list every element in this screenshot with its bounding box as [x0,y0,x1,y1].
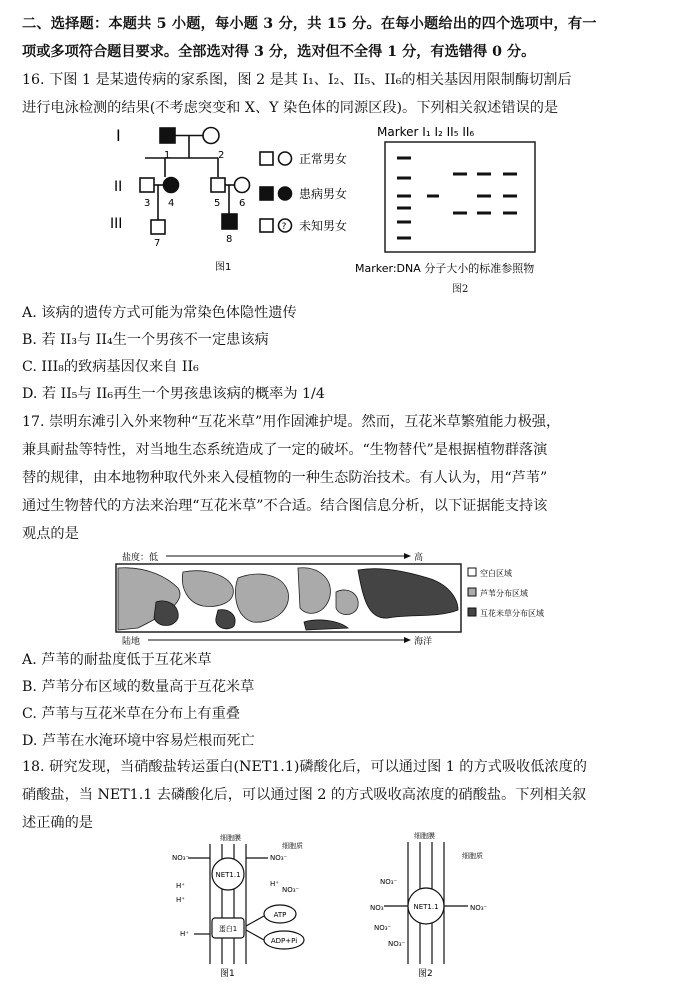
adp-label: ADP+Pi [270,937,298,945]
no3-label: NO₃⁻ [172,854,190,862]
pedigree-gen-1: I [116,126,121,145]
pedigree-gen-2: II [114,179,123,195]
no3-label: NO₃⁻ [380,878,398,886]
no3-label: NO₃⁻ [370,904,388,912]
q18-transport-figure-1 [170,830,350,980]
q16-option-d: D. 若 II₅与 II₆再生一个男孩患该病的概率为 1/4 [22,386,325,402]
q17-stem-line-4: 通过生物替代的方法来治理“互花米草”不合适。结合图信息分析，以下证据能支持该 [22,498,548,514]
pedigree-id: 4 [168,198,175,209]
q17-option-b: B. 芦苇分布区域的数量高于互花米草 [22,679,255,695]
cytoplasm-label-2: 细胞质 [462,852,483,860]
h-label: H⁺ [180,930,189,938]
membrane-label-2: 细胞膜 [414,832,435,840]
q18-stem-line-2: 硝酸盐，当 NET1.1 去磷酸化后，可以通过图 2 的方式吸收高浓度的硝酸盐。下列相关叙 [22,787,587,803]
fig2-caption: 图2 [418,969,433,979]
no3-label: NO₃⁻ [270,854,288,862]
pedigree-individual-7 [151,220,165,234]
svg-text:?: ? [281,222,287,232]
no3-label: NO₃⁻ [388,940,406,948]
atp-label: ATP [273,911,287,919]
pedigree-individual-6 [235,178,250,193]
fig1-caption: 图1 [220,969,235,979]
q16-stem-line-1: 16. 下图 1 是某遗传病的家系图，图 2 是其 I₁、I₂、II₅、II₆的相关基因用限制酶切割后 [22,72,572,88]
section-line-1: 二、选择题：本题共 5 小题，每小题 3 分，共 15 分。在每小题给出的四个选项中，有一 [22,16,597,32]
gel-note: Marker:DNA 分子大小的标准参照物 [355,262,535,275]
q18-transport-figure-2 [370,830,510,980]
q17-stem-line-2: 兼具耐盐等特性，对当地生态系统造成了一定的破坏。“生物替代”是根据植物群落演 [22,442,548,458]
gel-header: Marker I₁ I₂ II₅ II₆ [377,125,475,139]
legend-reed: 芦苇分布区域 [480,589,528,598]
pedigree-id: 7 [154,238,161,249]
pedigree-gen-3: III [110,216,123,232]
h-label: H⁺ [176,896,185,904]
pedigree-individual-2 [203,128,219,144]
membrane-label: 细胞膜 [220,834,241,842]
pedigree-individual-5 [211,178,225,192]
q17-stem-line-3: 替的规律，由本地物种取代外来入侵植物的一种生态防治技术。有人认为，用“芦苇” [22,470,548,486]
q16-option-a: A. 该病的遗传方式可能为常染色体隐性遗传 [22,305,297,321]
pedigree-individual-3 [140,178,154,192]
q17-option-d: D. 芦苇在水淹环境中容易烂根而死亡 [22,733,255,749]
h-label: H⁺ [176,882,185,890]
cytoplasm-label: 细胞质 [282,842,303,850]
legend-blank: 空白区域 [480,569,512,578]
q16-stem-line-2: 进行电泳检测的结果(不考虑突变和 X、Y 染色体的同源区段)。下列相关叙述错误的是 [22,100,559,116]
pedigree-id: 3 [144,198,151,209]
pedigree-id: 1 [164,150,171,161]
legend-unknown: 未知男女 [299,219,348,233]
gel-caption: 图2 [452,284,469,295]
legend-spartina: 互花米草分布区域 [480,609,544,618]
legend-affected: 患病男女 [299,187,348,201]
fig1-caption: 图1 [215,262,232,273]
section-line-2: 项或多项符合题目要求。全部选对得 3 分，选对但不全得 1 分，有选错得 0 分。 [22,44,536,60]
q16-gel-figure [355,122,595,282]
q17-distribution-figure [108,548,578,648]
pedigree-individual-8 [222,214,237,229]
pedigree-id: 8 [226,234,233,245]
no3-label: NO₃⁻ [374,924,392,932]
salinity-end: 高 [414,553,424,563]
q17-stem-line-1: 17. 崇明东滩引入外来物种“互花米草”用作固滩护堤。然而，互花米草繁殖能力极强， [22,414,561,430]
land-label: 陆地 [122,637,141,647]
q17-option-c: C. 芦苇与互花米草在分布上有重叠 [22,706,240,722]
q18-stem-line-3: 述正确的是 [22,815,93,831]
pedigree-individual-1 [160,128,175,143]
pedigree-id: 2 [218,150,225,161]
q16-option-b: B. 若 II₃与 II₄生一个男孩不一定患该病 [22,332,269,348]
pedigree-individual-4 [164,178,179,193]
protein1-label: 蛋白1 [218,925,238,933]
net1-label: NET1.1 [215,871,241,879]
net1-label-2: NET1.1 [413,903,439,911]
pedigree-id: 5 [214,198,221,209]
q16-option-c: C. III₈的致病基因仅来自 II₆ [22,359,199,375]
pedigree-id: 6 [239,198,246,209]
no3-label: NO₃⁻ [470,904,488,912]
ocean-label: 海洋 [414,637,433,647]
legend-normal: 正常男女 [299,152,348,166]
salinity-label: 盐度：低 [122,553,159,563]
q17-option-a: A. 芦苇的耐盐度低于互花米草 [22,652,212,668]
q16-pedigree-figure [100,122,350,282]
no3-label: NO₃⁻ [282,886,300,894]
q18-stem-line-1: 18. 研究发现，当硝酸盐转运蛋白(NET1.1)磷酸化后，可以通过图 1 的方式吸收低浓度的 [22,759,587,775]
h-label: H⁺ [270,880,279,888]
q17-stem-line-5: 观点的是 [22,526,79,542]
